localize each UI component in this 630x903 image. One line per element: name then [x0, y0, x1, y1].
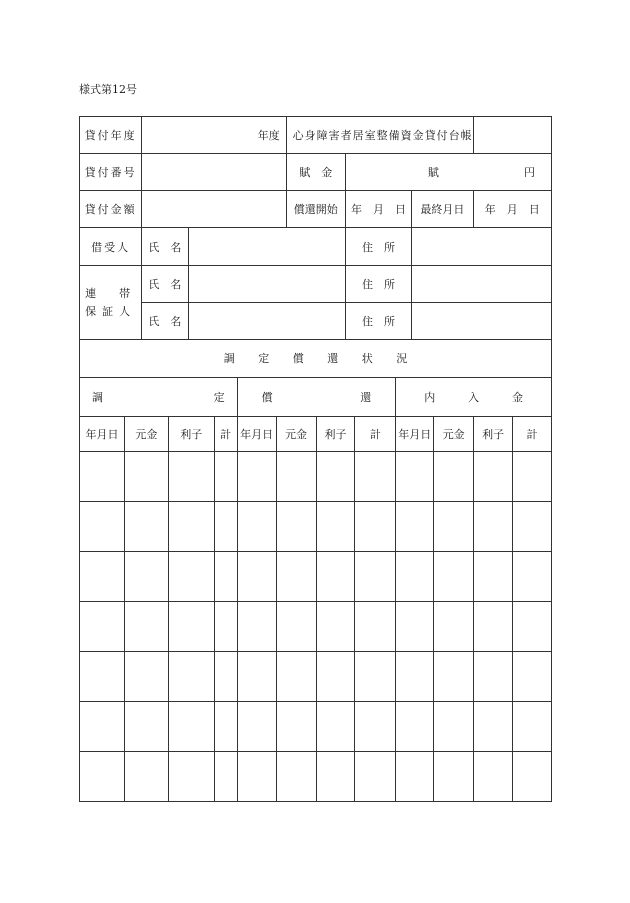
entry-cell[interactable]: [513, 452, 552, 502]
column-header-date: 年月日: [237, 417, 276, 452]
entry-cell[interactable]: [396, 752, 434, 802]
entry-cell[interactable]: [355, 602, 396, 652]
entry-cell[interactable]: [355, 652, 396, 702]
entry-cell[interactable]: [513, 502, 552, 552]
entry-cell[interactable]: [513, 602, 552, 652]
group-repayment-char: 償: [261, 391, 273, 404]
group-repayment-char: 還: [360, 391, 372, 404]
column-header-interest: 利子: [474, 417, 513, 452]
borrower-name-field[interactable]: [188, 228, 345, 266]
entry-cell[interactable]: [124, 452, 168, 502]
column-header-interest: 利子: [168, 417, 214, 452]
entry-cell[interactable]: [80, 552, 125, 602]
group-assessment-char: 調: [92, 391, 103, 404]
entry-cell[interactable]: [80, 502, 125, 552]
entry-cell[interactable]: [168, 752, 214, 802]
entry-cell[interactable]: [80, 652, 125, 702]
entry-cell[interactable]: [276, 502, 316, 552]
table-row: [80, 552, 552, 602]
entry-cell[interactable]: [80, 452, 125, 502]
table-row: [80, 502, 552, 552]
entry-cell[interactable]: [237, 452, 276, 502]
entry-cell[interactable]: [80, 752, 125, 802]
entry-cell[interactable]: [355, 702, 396, 752]
table-row: [80, 452, 552, 502]
entry-cell[interactable]: [316, 652, 355, 702]
guarantor-label: [80, 266, 142, 340]
entry-cell[interactable]: [124, 602, 168, 652]
borrower-address-field[interactable]: [412, 228, 552, 266]
group-assessment-char: 定: [213, 391, 225, 404]
guarantor1-address-field[interactable]: [412, 266, 552, 303]
entry-cell[interactable]: [316, 502, 355, 552]
repay-start-ymd: 年 月 日: [351, 203, 407, 216]
column-header-date: 年月日: [80, 417, 125, 452]
borrower-name-label: 氏 名: [142, 228, 188, 266]
loan-year-label: 貸付年度: [80, 117, 142, 154]
entry-cell[interactable]: [316, 452, 355, 502]
guarantor2-address-label: 住 所: [345, 303, 411, 340]
entry-cell[interactable]: [513, 652, 552, 702]
column-header-principal: 元金: [124, 417, 168, 452]
loan-year-unit: 年度: [257, 129, 280, 142]
guarantor1-name-label: 氏 名: [142, 266, 188, 303]
status-title: 調 定 償 還 状 況: [79, 339, 552, 378]
entry-cell[interactable]: [214, 452, 237, 502]
entry-cell[interactable]: [168, 602, 214, 652]
entry-cell[interactable]: [80, 702, 125, 752]
entry-cell[interactable]: [396, 452, 434, 502]
entry-cell[interactable]: [434, 602, 474, 652]
loan-number-label: 貸付番号: [80, 154, 142, 191]
repayment-status-table: [79, 377, 552, 802]
table-row: [80, 752, 552, 802]
entry-cell[interactable]: [214, 702, 237, 752]
entry-cell[interactable]: [434, 652, 474, 702]
group-partial-char: 内: [424, 391, 436, 404]
guarantor-label-line2: 保証人: [85, 304, 137, 318]
entry-cell[interactable]: [316, 752, 355, 802]
entry-cell[interactable]: [474, 452, 513, 502]
entry-cell[interactable]: [124, 502, 168, 552]
entry-cell[interactable]: [124, 752, 168, 802]
entry-cell[interactable]: [124, 702, 168, 752]
entry-cell[interactable]: [513, 752, 552, 802]
entry-cell[interactable]: [513, 702, 552, 752]
entry-cell[interactable]: [237, 652, 276, 702]
guarantor1-address-label: 住 所: [345, 266, 411, 303]
entry-cell[interactable]: [124, 552, 168, 602]
entry-cell[interactable]: [396, 702, 434, 752]
final-month-ymd: 年 月 日: [484, 203, 540, 216]
entry-cell[interactable]: [237, 752, 276, 802]
entry-cell[interactable]: [237, 502, 276, 552]
title-blank-cell: [473, 117, 551, 154]
column-header-interest: 利子: [316, 417, 355, 452]
entry-cell[interactable]: [124, 652, 168, 702]
entry-cell[interactable]: [513, 552, 552, 602]
loan-year-field[interactable]: [142, 117, 286, 154]
entry-cell[interactable]: [474, 602, 513, 652]
entry-cell[interactable]: [168, 452, 214, 502]
group-partial-payment: [396, 378, 552, 417]
entry-cell[interactable]: [80, 602, 125, 652]
repay-start-date[interactable]: [345, 191, 411, 228]
column-header-date: 年月日: [396, 417, 434, 452]
entry-cell[interactable]: [168, 552, 214, 602]
fu-label: 賦 金: [286, 154, 345, 191]
column-header-principal: 元金: [434, 417, 474, 452]
entry-cell[interactable]: [474, 502, 513, 552]
entry-cell[interactable]: [214, 752, 237, 802]
entry-cell[interactable]: [316, 552, 355, 602]
final-month-date[interactable]: [473, 191, 551, 228]
entry-cell[interactable]: [237, 702, 276, 752]
group-repayment: [237, 378, 396, 417]
fu-char: 賦: [427, 166, 439, 179]
entry-cell[interactable]: [396, 552, 434, 602]
guarantor2-address-field[interactable]: [412, 303, 552, 340]
entry-cell[interactable]: [396, 652, 434, 702]
entry-cell[interactable]: [316, 702, 355, 752]
entry-cell[interactable]: [434, 552, 474, 602]
loan-number-field[interactable]: [142, 154, 286, 191]
entry-cell[interactable]: [355, 452, 396, 502]
entry-cell[interactable]: [316, 602, 355, 652]
entry-cell[interactable]: [434, 502, 474, 552]
repay-start-label: 償還開始: [286, 191, 345, 228]
entry-cell[interactable]: [276, 652, 316, 702]
entry-cell[interactable]: [168, 702, 214, 752]
entry-cell[interactable]: [276, 702, 316, 752]
column-header-principal: 元金: [276, 417, 316, 452]
entry-cell[interactable]: [237, 602, 276, 652]
column-header-total: 計: [513, 417, 552, 452]
guarantor-label-line1: 連 帯: [85, 286, 137, 300]
entry-cell[interactable]: [355, 752, 396, 802]
table-row: [80, 702, 552, 752]
entry-cell[interactable]: [355, 552, 396, 602]
entry-cell[interactable]: [474, 702, 513, 752]
entry-cell[interactable]: [434, 702, 474, 752]
entry-cell[interactable]: [396, 502, 434, 552]
group-partial-char: 金: [511, 391, 523, 404]
borrower-label: 借受人: [80, 228, 142, 266]
guarantor2-name-label: 氏 名: [142, 303, 188, 340]
group-assessment: [80, 378, 238, 417]
entry-cell[interactable]: [276, 752, 316, 802]
guarantor1-name-field[interactable]: [188, 266, 345, 303]
loan-amount-label: 貸付金額: [80, 191, 142, 228]
ledger-header-table: [79, 116, 552, 340]
form-number: 様式第12号: [79, 83, 137, 96]
entry-cell[interactable]: [396, 602, 434, 652]
yen-unit: 円: [524, 166, 535, 179]
entry-cell[interactable]: [355, 502, 396, 552]
entry-cell[interactable]: [214, 652, 237, 702]
column-header-total: 計: [355, 417, 396, 452]
entry-cell[interactable]: [237, 552, 276, 602]
column-header-total: 計: [214, 417, 237, 452]
table-row: [80, 652, 552, 702]
borrower-address-label: 住 所: [345, 228, 411, 266]
entry-cell[interactable]: [214, 602, 237, 652]
entry-cell[interactable]: [434, 752, 474, 802]
entry-cell[interactable]: [276, 452, 316, 502]
guarantor2-name-field[interactable]: [188, 303, 345, 340]
fu-amount-field[interactable]: [345, 154, 551, 191]
entry-cell[interactable]: [474, 552, 513, 602]
entry-cell[interactable]: [474, 652, 513, 702]
entry-cell[interactable]: [276, 602, 316, 652]
entry-cell[interactable]: [168, 502, 214, 552]
entry-cell[interactable]: [276, 552, 316, 602]
ledger-title: 心身障害者居室整備資金貸付台帳: [286, 117, 473, 154]
entry-cell[interactable]: [214, 552, 237, 602]
entry-cell[interactable]: [168, 652, 214, 702]
entry-cell[interactable]: [434, 452, 474, 502]
final-month-label: 最終月日: [412, 191, 473, 228]
entry-cell[interactable]: [214, 502, 237, 552]
group-partial-char: 入: [468, 391, 480, 404]
table-row: [80, 602, 552, 652]
loan-amount-field[interactable]: [142, 191, 286, 228]
entry-cell[interactable]: [474, 752, 513, 802]
